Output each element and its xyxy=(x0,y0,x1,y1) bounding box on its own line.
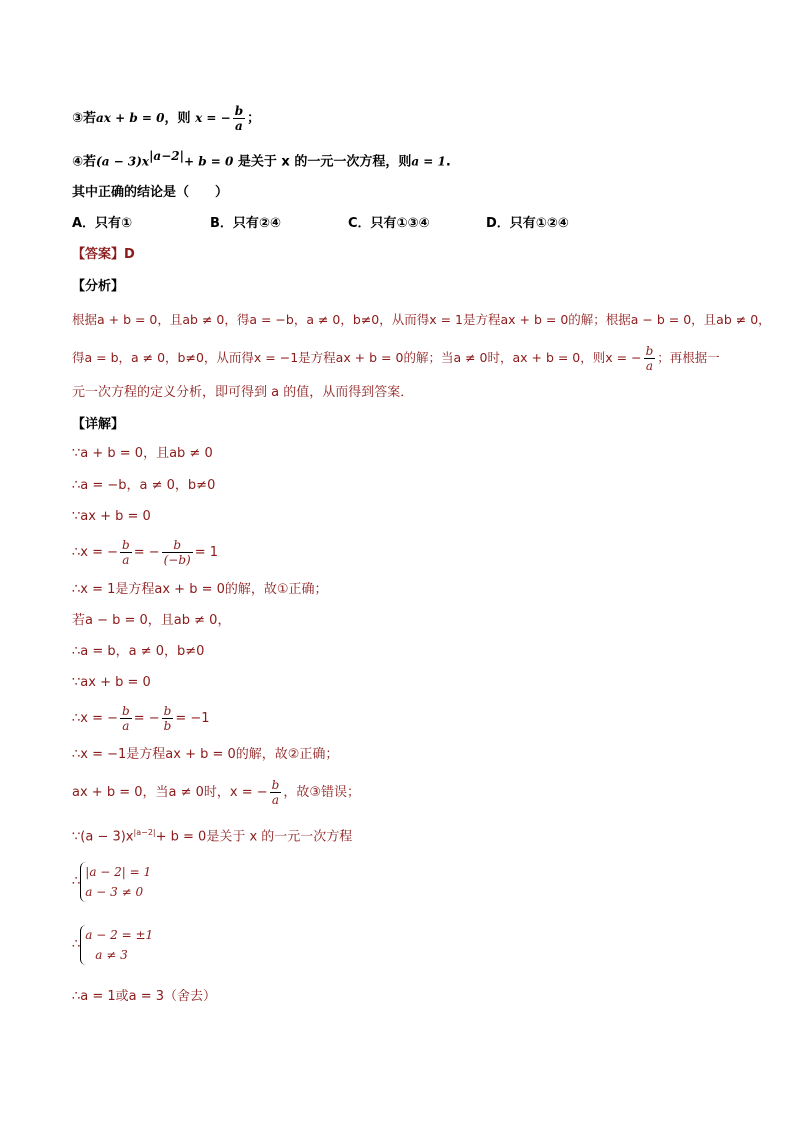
analysis-line-2: 得a = b，a ≠ 0，b≠0，从而得x = −1是方程ax + b = 0的解；当a ≠ 0时，ax + b = 0，则x = − $\frac{b}{a}$ ；再根据一 xyxy=(72,344,720,373)
detail-line: ∵(a − $3)x^{|a-2|}+ b = 0$是关于 x 的一元一次方程 xyxy=(72,828,353,845)
brace-system: |a − 2| = 1 a − 3 ≠ 0 xyxy=(80,862,151,902)
analysis-line-3: 元一次方程的定义分析，即可得到 a 的值，从而得到答案． xyxy=(72,385,414,400)
detail-line: ∵ax + b = 0 xyxy=(72,509,151,524)
fraction: $\frac{b}{a}$ xyxy=(234,104,244,133)
statement-3: ③若ax + b = 0，则 x = − $\frac{b}{a}$ ； xyxy=(72,104,261,133)
detail-line: ∴x = − $\frac{b}{a}$ = − $\frac{b}{b}$ = −1 xyxy=(72,704,210,733)
analysis-heading: 【分析】 xyxy=(72,279,125,294)
detail-line-conclusion: ∴a = 1或a = 3（舍去） xyxy=(72,989,217,1004)
detail-line: ∵ax + b = 0 xyxy=(72,675,151,690)
answer-label: 【答案】D xyxy=(72,247,135,262)
detail-line: ∵a + b = 0，且ab ≠ 0 xyxy=(72,446,213,461)
fraction: $\frac{b}{a}$ xyxy=(122,704,130,733)
detail-line: ∴a = −b，a ≠ 0，b≠0 xyxy=(72,478,216,493)
fraction: $\frac{b}{a}$ xyxy=(122,538,130,567)
fraction: $\frac{b}{a}$ xyxy=(271,778,280,807)
option-a: A．只有① xyxy=(72,216,133,231)
fraction: $\frac{b}{a}$ xyxy=(645,344,654,373)
question-text: 其中正确的结论是（ ） xyxy=(72,185,229,200)
detail-line: ∴a = b，a ≠ 0，b≠0 xyxy=(72,644,205,659)
detail-line: 若a − b = 0，且ab ≠ 0， xyxy=(72,613,231,628)
brace-system: a − 2 = ±1 a ≠ 3 xyxy=(80,925,153,965)
detail-line: ax + b = 0，当a ≠ 0时，x = − $\frac{b}{a}$ ，故③错误； xyxy=(72,778,360,807)
detail-line: ∴x = 1是方程ax + b = 0的解，故①正确； xyxy=(72,582,328,597)
detail-heading: 【详解】 xyxy=(72,417,125,432)
option-b: B．只有②④ xyxy=(210,216,281,231)
option-c: C．只有①③④ xyxy=(348,216,430,231)
analysis-line-1: 根据a + b = 0，且ab ≠ 0，得a = −b，a ≠ 0，b≠0，从而得x = 1是方程ax + b = 0的解；根据a − b = 0，且ab ≠ 0， xyxy=(72,312,771,327)
equation-system-2: ∴ a − 2 = ±1 a ≠ 3 xyxy=(72,925,153,965)
statement-4: ④若$(a - 3)x^{|a-2|}+ b = 0$ 是关于 x 的一元一次方程，则a = 1. xyxy=(72,149,451,170)
fraction: $\frac{b}{b}$ xyxy=(163,704,172,733)
equation-system-1: ∴ |a − 2| = 1 a − 3 ≠ 0 xyxy=(72,862,151,902)
detail-line: ∴x = − $\frac{b}{a}$ = − $\frac{b}{(-b)}$ = 1 xyxy=(72,538,219,567)
options-row xyxy=(72,214,632,234)
detail-line: ∴x = −1是方程ax + b = 0的解，故②正确； xyxy=(72,747,339,762)
fraction: $\frac{b}{(-b)}$ xyxy=(163,538,191,567)
option-d: D．只有①②④ xyxy=(486,216,569,231)
